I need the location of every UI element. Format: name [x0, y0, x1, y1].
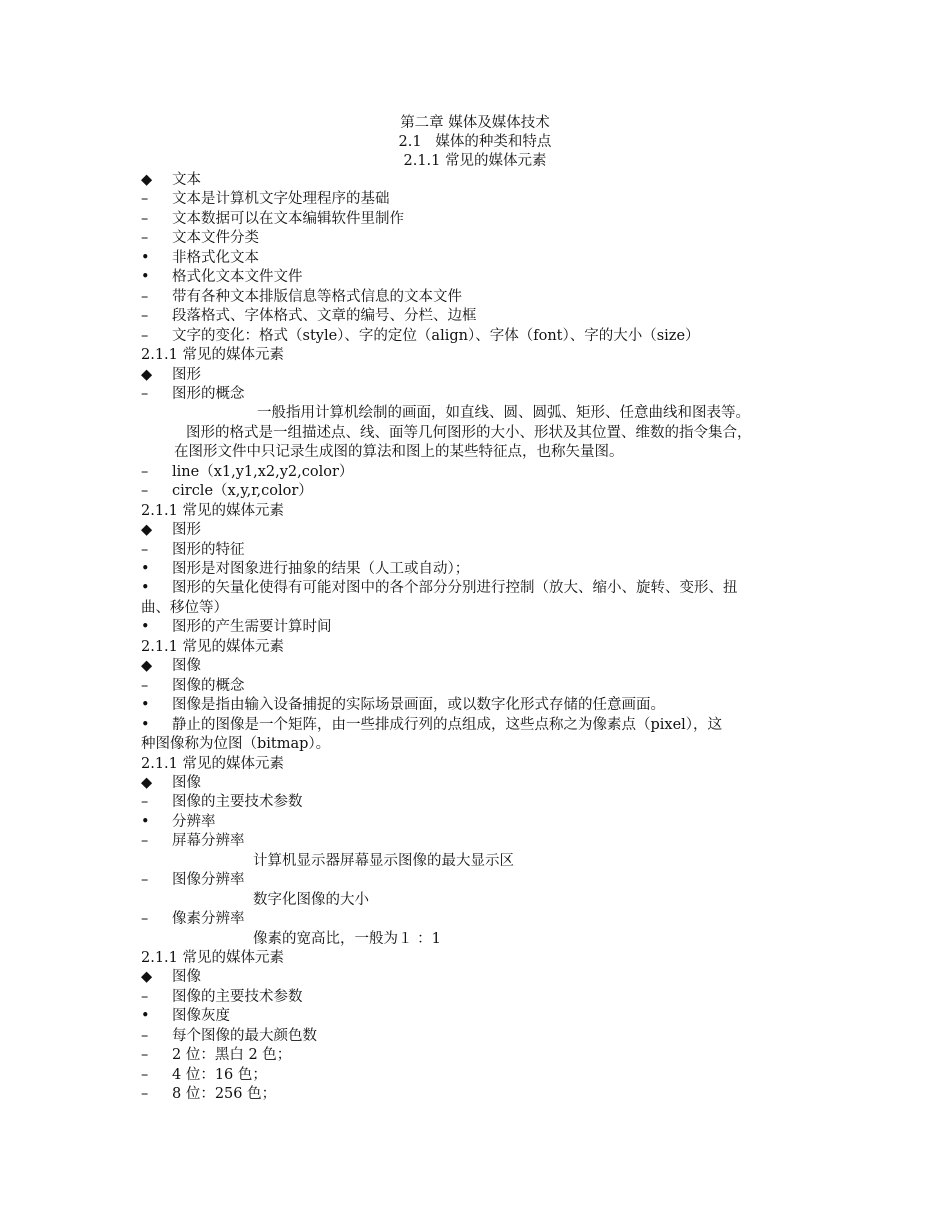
- line-text: 格式化文本文件文件: [172, 269, 303, 286]
- line-text: 图像: [172, 969, 201, 986]
- list-marker: –: [141, 872, 149, 889]
- document-line: [0, 327, 950, 346]
- line-text: 文字的变化：格式（style）、字的定位（align）、字体（font）、字的大小（size）: [172, 327, 700, 344]
- list-marker: –: [141, 1047, 149, 1064]
- list-marker: –: [141, 911, 149, 928]
- line-text: 一般指用计算机绘制的画面，如直线、圆、圆弧、矩形、任意曲线和图表等。: [257, 405, 750, 422]
- document-line: [0, 541, 950, 560]
- chapter-title: 第二章 媒体及媒体技术: [400, 115, 550, 131]
- list-marker: –: [141, 988, 149, 1005]
- line-text: 2.1.1 常见的媒体元素: [141, 347, 285, 364]
- list-marker: –: [141, 385, 149, 402]
- document-line: [0, 288, 950, 307]
- document-line: [0, 1046, 950, 1065]
- document-line: [0, 988, 950, 1007]
- document-line: [0, 560, 950, 579]
- line-text: 分辨率: [172, 813, 216, 830]
- line-text: 图形: [172, 522, 201, 539]
- line-text: 图形: [172, 366, 201, 383]
- document-line: [0, 852, 950, 871]
- document-line: [0, 638, 950, 657]
- list-marker: –: [141, 230, 149, 247]
- list-marker: ◆: [141, 172, 153, 188]
- document-line: [0, 366, 950, 385]
- line-text: 图形的格式是一组描述点、线、面等几何图形的大小、形状及其位置、维数的指令集合，: [186, 424, 752, 441]
- line-text: 8 位：256 色；: [172, 1086, 277, 1103]
- document-line: [0, 755, 950, 774]
- list-marker: –: [141, 677, 149, 694]
- list-marker: –: [141, 483, 149, 500]
- subsection-title: 2.1.1 常见的媒体元素: [403, 153, 547, 169]
- line-text: 段落格式、字体格式、文章的编号、分栏、边框: [172, 308, 477, 325]
- list-marker: •: [141, 716, 150, 733]
- line-text: 图像是指由输入设备捕捉的实际场景画面，或以数字化形式存储的任意画面。: [172, 697, 665, 714]
- list-marker: •: [141, 619, 150, 636]
- document-line: [0, 443, 950, 462]
- document-line: [0, 521, 950, 540]
- line-text: 2.1.1 常见的媒体元素: [141, 638, 285, 655]
- list-marker: –: [141, 794, 149, 811]
- list-marker: ◆: [141, 366, 153, 383]
- line-text: 图形的概念: [172, 385, 245, 402]
- line-text: 像素分辨率: [172, 911, 245, 928]
- line-text: 图形的产生需要计算时间: [172, 619, 332, 636]
- list-marker: ◆: [141, 522, 153, 539]
- list-marker: –: [141, 327, 149, 344]
- document-line: [0, 502, 950, 521]
- document-line: [0, 696, 950, 715]
- document-line: [0, 171, 950, 190]
- list-marker: ◆: [141, 774, 153, 791]
- document-line: [0, 871, 950, 890]
- line-text: 数字化图像的大小: [253, 891, 369, 908]
- document-line: [0, 404, 950, 423]
- line-text: 文本: [172, 172, 201, 188]
- list-marker: –: [141, 1027, 149, 1044]
- line-text: 像素的宽高比，一般为１ ：1: [253, 930, 441, 947]
- document-line: [0, 346, 950, 365]
- document-line: [0, 268, 950, 287]
- line-text: line（x1,y1,x2,y2,color）: [172, 463, 354, 480]
- list-marker: •: [141, 249, 150, 266]
- line-text: circle（x,y,r,color）: [172, 483, 313, 500]
- list-marker: •: [141, 697, 150, 714]
- list-marker: –: [141, 1066, 149, 1083]
- document-line: [0, 229, 950, 248]
- document-line: [0, 949, 950, 968]
- document-line: [0, 832, 950, 851]
- line-text: 图形的矢量化使得有可能对图中的各个部分分别进行控制（放大、缩小、旋转、变形、扭: [172, 580, 738, 597]
- document-line: [0, 774, 950, 793]
- list-marker: –: [141, 210, 149, 227]
- line-text: 图像: [172, 658, 201, 675]
- document-line: [0, 1007, 950, 1026]
- document-line: [0, 190, 950, 209]
- list-marker: –: [141, 463, 149, 480]
- line-text: 带有各种文本排版信息等格式信息的文本文件: [172, 288, 462, 305]
- section-title: 2.1 媒体的种类和特点: [398, 134, 552, 150]
- list-marker: ◆: [141, 969, 153, 986]
- document-line: [0, 657, 950, 676]
- document-line: [0, 579, 950, 598]
- line-text: 每个图像的最大颜色数: [172, 1027, 317, 1044]
- line-text: 图像: [172, 774, 201, 791]
- document-line: [0, 599, 950, 618]
- line-text: 2.1.1 常见的媒体元素: [141, 950, 285, 966]
- line-text: 文本是计算机文字处理程序的基础: [172, 191, 390, 208]
- list-marker: ◆: [141, 658, 153, 675]
- document-line: [0, 677, 950, 696]
- line-text: 种图像称为位图（bitmap）。: [141, 736, 331, 753]
- document-line: [0, 735, 950, 754]
- list-marker: –: [141, 541, 149, 558]
- document-line: [0, 793, 950, 812]
- line-text: 在图形文件中只记录生成图的算法和图上的某些特征点，也称矢量图。: [174, 444, 624, 461]
- line-text: 图形的特征: [172, 541, 245, 558]
- line-text: 图形是对图象进行抽象的结果（人工或自动）；: [172, 561, 470, 577]
- line-text: 图像灰度: [172, 1008, 230, 1025]
- line-text: 2.1.1 常见的媒体元素: [141, 502, 285, 519]
- document-line: [0, 249, 950, 268]
- line-text: 屏幕分辨率: [172, 833, 245, 850]
- document-line: [0, 385, 950, 404]
- document-line: [0, 813, 950, 832]
- line-text: 图像的概念: [172, 677, 245, 694]
- line-text: 4 位：16 色；: [172, 1066, 267, 1083]
- line-text: 图像的主要技术参数: [172, 794, 303, 811]
- document-line: [0, 1066, 950, 1085]
- list-marker: –: [141, 191, 149, 208]
- document-line: [0, 424, 950, 443]
- line-text: 文本文件分类: [172, 230, 259, 247]
- line-text: 曲、移位等）: [141, 599, 228, 616]
- document-line: [0, 1027, 950, 1046]
- document-line: [0, 968, 950, 987]
- line-text: 文本数据可以在文本编辑软件里制作: [172, 210, 404, 227]
- list-marker: –: [141, 308, 149, 325]
- document-line: [0, 716, 950, 735]
- line-text: 2 位：黑白 2 色；: [172, 1047, 292, 1064]
- line-text: 2.1.1 常见的媒体元素: [141, 755, 285, 772]
- list-marker: –: [141, 1086, 149, 1103]
- document-line: [0, 930, 950, 949]
- line-text: 非格式化文本: [172, 249, 259, 266]
- list-marker: •: [141, 580, 150, 597]
- line-text: 图像的主要技术参数: [172, 988, 303, 1005]
- list-marker: –: [141, 288, 149, 305]
- line-text: 计算机显示器屏幕显示图像的最大显示区: [253, 852, 514, 869]
- list-marker: –: [141, 833, 149, 850]
- line-text: 静止的图像是一个矩阵，由一些排成行列的点组成，这些点称之为像素点（pixel），这: [172, 716, 723, 733]
- document-line: [0, 1085, 950, 1104]
- document-line: [0, 482, 950, 501]
- list-marker: •: [141, 1008, 150, 1025]
- list-marker: •: [141, 269, 150, 286]
- document-line: [0, 618, 950, 637]
- document-line: [0, 210, 950, 229]
- document-line: [0, 910, 950, 929]
- document-line: [0, 463, 950, 482]
- document-line: [0, 891, 950, 910]
- list-marker: •: [141, 813, 150, 830]
- line-text: 图像分辨率: [172, 872, 245, 889]
- list-marker: •: [141, 561, 150, 577]
- document-line: [0, 307, 950, 326]
